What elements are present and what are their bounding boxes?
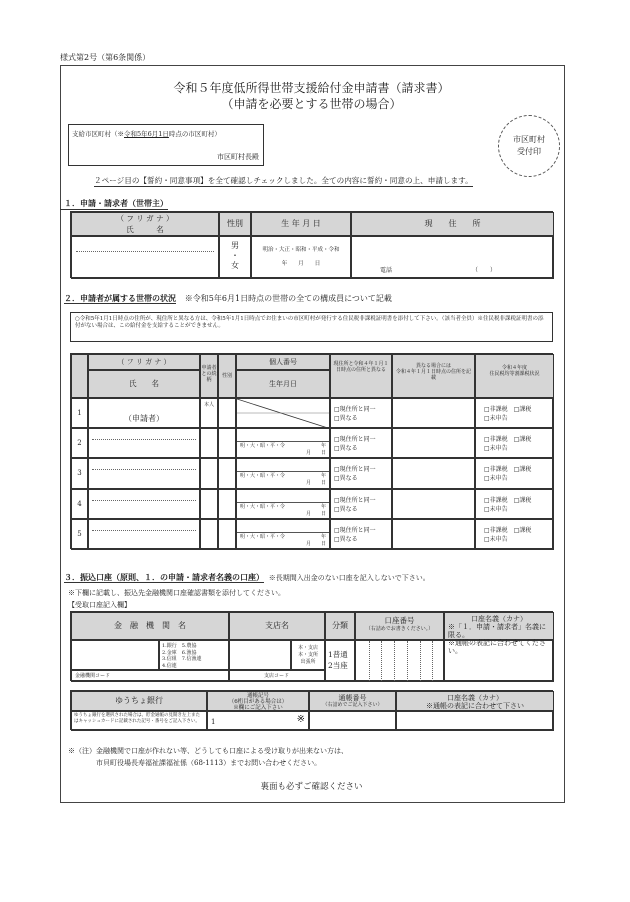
hh-row-addr[interactable] — [392, 458, 475, 488]
branch-name-field[interactable] — [229, 640, 291, 670]
hh-row-gender[interactable] — [218, 428, 236, 458]
bank-code[interactable]: 金融機関コード — [71, 670, 229, 682]
hh-row-tax[interactable]: □非課税 □課税 □未申告 — [475, 489, 554, 519]
yucho-table — [70, 690, 553, 730]
hh-row-relation[interactable] — [200, 428, 218, 458]
back-note: 裏面も必ずご確認ください — [260, 782, 363, 792]
branch-types: 本・支店 本・支所 出張所 — [291, 640, 325, 670]
category-header: 分類 — [325, 612, 355, 640]
hh-row-addr[interactable] — [392, 428, 475, 458]
hh-row1-relation: 本人 — [200, 398, 218, 428]
hh-tax-header: 令和４年度 住民税均等割課税状況 — [475, 354, 554, 398]
branch-name-header: 支店名 — [229, 612, 325, 640]
title-line1: 令和５年度低所得世帯支援給付金申請書（請求書） — [173, 81, 450, 95]
hh-row-tax[interactable]: □非課税 □課税 □未申告 — [475, 458, 554, 488]
hh-row-gender[interactable] — [218, 458, 236, 488]
hh-birth-header: 生年月日 — [236, 370, 330, 398]
title-line2: （申請を必要とする世帯の場合） — [221, 97, 402, 111]
account-no-field[interactable] — [355, 640, 444, 682]
hh-row-name[interactable] — [88, 458, 200, 488]
hh-row-number: 1 — [71, 398, 88, 428]
recipient-box[interactable] — [68, 124, 264, 166]
section3-note: ※下欄に記載し、振込先金融機関口座確認書類を添付してください。 — [68, 589, 285, 597]
digit-divider — [381, 641, 382, 681]
footer-note: ※（注）金融機関で口座が作れない等、どうしても口座による受け取りが出来ない方は、 市貝町役場長寿福祉課福祉係（68-1113）までお問い合わせください。 — [68, 747, 348, 767]
hh-row1-gender[interactable] — [218, 398, 236, 428]
household-table — [70, 353, 553, 549]
hh-row-relation[interactable] — [200, 519, 218, 549]
hh-id-header: 個人番号 — [236, 354, 330, 370]
hh-name-header: 氏 名 — [88, 370, 200, 398]
hh-row-addr-check[interactable]: □現住所と同一 □異なる — [330, 428, 392, 458]
hh-row1-tax[interactable]: □非課税 □課税 □未申告 — [475, 398, 554, 428]
recipient-chief: 市区町村長殿 — [217, 153, 259, 161]
hh-row-gender[interactable] — [218, 489, 236, 519]
hh-addr-same-header: 現住所と令和４年１月１日時点の住所と異なる — [330, 354, 392, 398]
section3-heading: ３．振込口座（原則、１．の申請・請求者名義の口座） ※長期間入出金のない口座を記入しないで下さい。 — [64, 572, 430, 582]
hh-row-addr-check[interactable]: □現住所と同一 □異なる — [330, 489, 392, 519]
hh-row-name[interactable] — [88, 428, 200, 458]
hh-row-name[interactable] — [88, 489, 200, 519]
hh-row-tax[interactable]: □非課税 □課税 □未申告 — [475, 519, 554, 549]
digit-divider — [394, 641, 395, 681]
birth-field[interactable]: 明治・大正・昭和・平成・令和 年 月 日 — [251, 236, 351, 279]
hh-row-birth[interactable]: 明・大・昭・平・令 年 月 日 — [236, 519, 330, 549]
category-field[interactable]: 1普通 2当座 — [325, 640, 355, 682]
hh-row-gender[interactable] — [218, 519, 236, 549]
bank-types: 1.銀行 5.農協 2.金庫 6.漁協 3.信組 7.信漁連 4.信連 — [159, 640, 229, 670]
bank-name-header: 金 融 機 関 名 — [71, 612, 229, 640]
holder-header: 口座名義（カナ） ※「１．申請・請求者」名義に限る。 ※通帳の表記に合わせてください。 — [444, 612, 554, 640]
bank-table — [70, 611, 553, 681]
digit-divider — [432, 641, 433, 681]
reception-stamp — [498, 115, 560, 177]
notice-box: ○令和5年1月1日時点の住所が、現住所と異なる方は、令和5年1月1日時点でお住まいの市区町村が発行する住民税非課税証明書を添付して下さい。（該当者全員）※住民税非課税証明書の添付がない場合は、この給付金を支給することができません。 — [70, 312, 553, 342]
holder2-header: 口座名義（カナ） ※通帳の表記に合わせて下さい — [396, 691, 554, 711]
hh-row-relation[interactable] — [200, 489, 218, 519]
hh-addr-diff-header: 異なる場合には 令和４年１月１日時点の住所を記載 — [392, 354, 475, 398]
yucho-header: ゆうちょ銀行 — [71, 691, 207, 711]
address-field[interactable]: 電話 （ ） — [351, 236, 554, 279]
hh-row-number: 5 — [71, 519, 88, 549]
hh-row-relation[interactable] — [200, 458, 218, 488]
digit-divider — [369, 641, 370, 681]
applicant-name-header: （ フ リ ガ ナ ） 氏 名 — [71, 212, 219, 236]
hh-row1-addr-check[interactable]: □現住所と同一 □異なる — [330, 398, 392, 428]
passbook-sym-field[interactable]: 1 ※ — [207, 711, 309, 731]
hh-relation-header: 申請者との続柄 — [200, 354, 218, 398]
hh-row-birth[interactable]: 明・大・昭・平・令 年 月 日 — [236, 458, 330, 488]
passbook-no-field[interactable] — [309, 711, 396, 731]
hh-row-number: 2 — [71, 428, 88, 458]
hh-row-tax[interactable]: □非課税 □課税 □未申告 — [475, 428, 554, 458]
branch-code[interactable]: 支店コード — [229, 670, 325, 682]
pledge-text: ２ページ目の【誓約・同意事項】を全て確認しチェックしました。全ての内容に誓約・同意の上、申請します。 — [94, 176, 473, 185]
hh-row-number: 3 — [71, 458, 88, 488]
bank-name-field[interactable] — [71, 640, 159, 670]
hh-row1-name[interactable]: （申請者） — [88, 398, 200, 428]
hh-row-name[interactable] — [88, 519, 200, 549]
address-header: 現 住 所 — [351, 212, 554, 236]
gender-header: 性別 — [219, 212, 251, 236]
hh-row1-birth[interactable] — [236, 398, 330, 428]
applicant-name-field[interactable] — [71, 236, 219, 279]
section2-heading: ２．申請者が属する世帯の状況 ※令和5年6月1日時点の世帯の全ての構成員について記載 — [64, 293, 392, 303]
hh-furigana-header: （ フ リ ガ ナ ） — [88, 354, 200, 370]
account-no-header: 口座番号 （右詰めでお書きください。） — [355, 612, 444, 640]
holder-field[interactable] — [444, 640, 554, 682]
hh-row-addr-check[interactable]: □現住所と同一 □異なる — [330, 519, 392, 549]
hh-row1-addr[interactable] — [392, 398, 475, 428]
form-number: 様式第2号（第6条関係） — [60, 53, 151, 62]
hh-row-addr-check[interactable]: □現住所と同一 □異なる — [330, 458, 392, 488]
hh-row-birth[interactable]: 明・大・昭・平・令 年 月 日 — [236, 489, 330, 519]
digit-divider — [407, 641, 408, 681]
hh-row-number: 4 — [71, 489, 88, 519]
gender-field[interactable]: 男 ・ 女 — [219, 236, 251, 279]
section1-heading: １．申請・請求者（世帯主） — [60, 198, 168, 210]
receive-label: 【受取口座記入欄】 — [68, 601, 131, 609]
digit-divider — [420, 641, 421, 681]
yucho-note: ゆうちょ銀行を選択された場合は、貯金通帳の見開き左上またはキャッシュカードに記載された記号・番号をご記入下さい。 — [71, 711, 207, 731]
title — [60, 80, 563, 112]
holder2-field[interactable] — [396, 711, 554, 731]
hh-row-birth[interactable]: 明・大・昭・平・令 年 月 日 — [236, 428, 330, 458]
applicant-table — [70, 211, 553, 278]
stamp-line1: 市区町村 — [513, 135, 545, 144]
hh-row-addr[interactable] — [392, 519, 475, 549]
birth-header: 生 年 月 日 — [251, 212, 351, 236]
hh-row-addr[interactable] — [392, 489, 475, 519]
hh-gender-header: 性別 — [218, 354, 236, 398]
recipient-label: 支給市区町村（※令和5年6月1日時点の市区町村） — [72, 130, 221, 138]
stamp-line2: 受付印 — [517, 147, 541, 156]
passbook-sym-header: 通帳記号 （6桁目がある場合は） ※欄にご記入下さい — [207, 691, 309, 711]
passbook-no-header: 通帳番号 （右詰めでご記入下さい） — [309, 691, 396, 711]
